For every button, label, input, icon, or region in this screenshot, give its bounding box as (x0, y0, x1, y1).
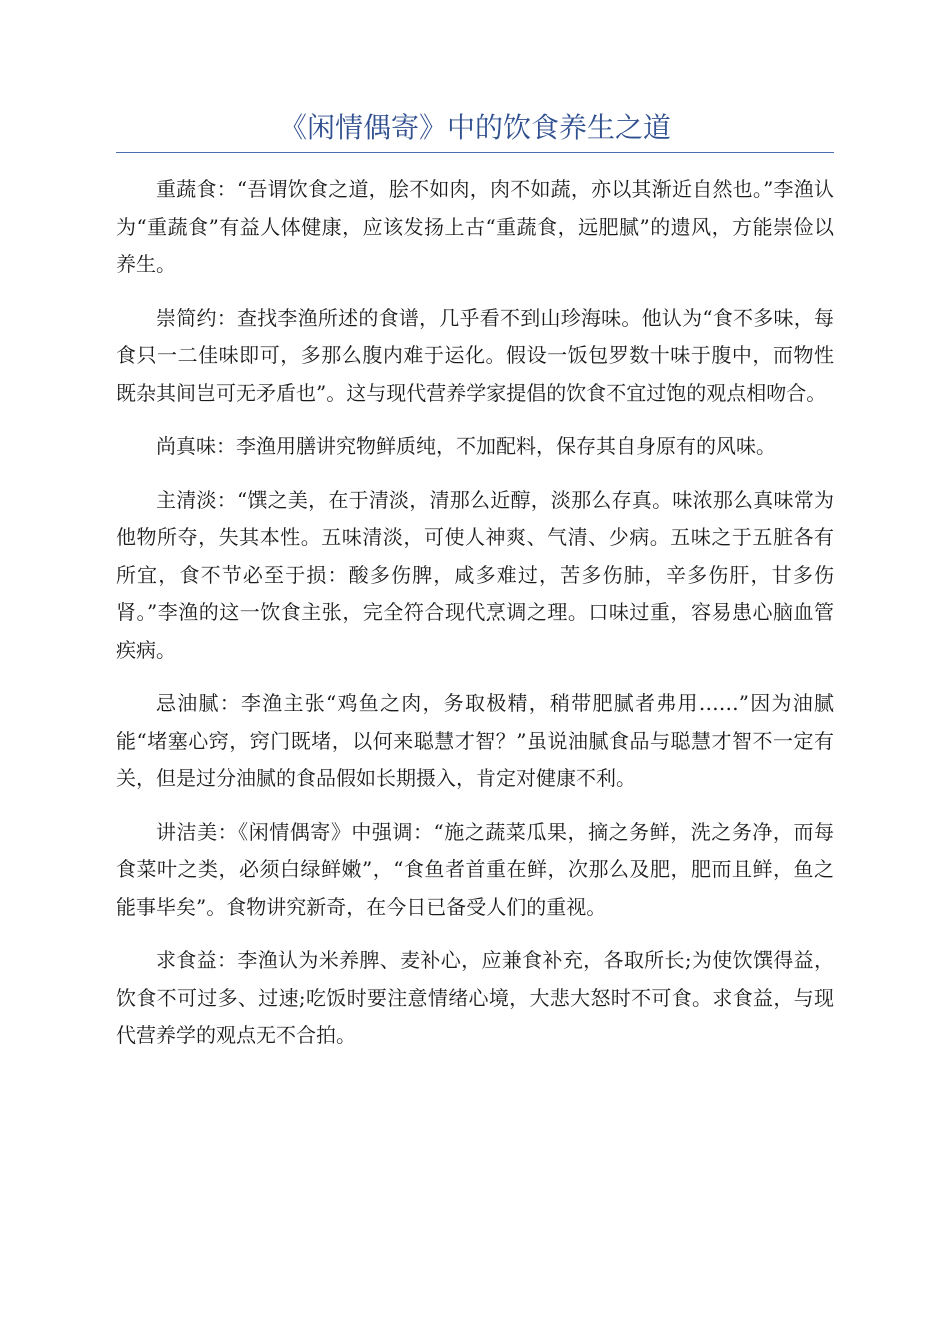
paragraph-jiang-jie-mei: 讲洁美：《闲情偶寄》中强调：“施之蔬菜瓜果，摘之务鲜，洗之务净，而每食菜叶之类，必须白绿鲜嫩”，“食鱼者首重在鲜，次那么及肥，肥而且鲜，鱼之能事毕矣”。食物讲究新奇，在今日已备受人们的重视。 (116, 819, 834, 919)
paragraph-shang-zhen-wei: 尚真味：李渔用膳讲究物鲜质纯，不加配料，保存其自身原有的风味。 (156, 434, 776, 458)
title-underline (116, 152, 834, 153)
document-title: 《闲情偶寄》中的饮食养生之道 (278, 111, 671, 144)
paragraph-qiu-shi-yi: 求食益：李渔认为米养脾、麦补心，应兼食补充，各取所长;为使饮馔得益，饮食不可过多、过速;吃饭时要注意情绪心境，大悲大怒时不可食。求食益，与现代营养学的观点无不合拍。 (116, 948, 834, 1047)
paragraph-zhu-qing-dan: 主清淡：“馔之美，在于清淡，清那么近醇，淡那么存真。味浓那么真味常为他物所夺，失其本性。五味清淡，可使人神爽、气清、少病。五味之于五脏各有所宜，食不节必至于损：酸多伤脾，咸多难过，苦多伤肺，辛多伤肝，甘多伤肾。”李渔的这一饮食主张，完全符合现代烹调之理。口味过重，容易患心脑血管疾病。 (116, 487, 834, 662)
paragraph-chong-jian-yue: 崇简约：查找李渔所述的食谱，几乎看不到山珍海味。他认为“食不多味，每食只一二佳味即可，多那么腹内难于运化。假设一饭包罗数十味于腹中，而物性既杂其间岂可无矛盾也”。这与现代营养学家提倡的饮食不宜过饱的观点相吻合。 (116, 305, 834, 405)
paragraph-ji-you-ni: 忌油腻：李渔主张“鸡鱼之肉，务取极精，稍带肥腻者弗用……”因为油腻能“堵塞心窍，窍门既堵，以何来聪慧才智？”虽说油腻食品与聪慧才智不一定有关，但是过分油腻的食品假如长期摄入，肯定对健康不利。 (116, 691, 834, 790)
paragraph-zhong-shu-shi: 重蔬食：“吾谓饮食之道，脍不如肉，肉不如蔬，亦以其渐近自然也。”李渔认为“重蔬食”有益人体健康，应该发扬上古“重蔬食，远肥腻”的遗风，方能崇俭以养生。 (116, 177, 834, 276)
